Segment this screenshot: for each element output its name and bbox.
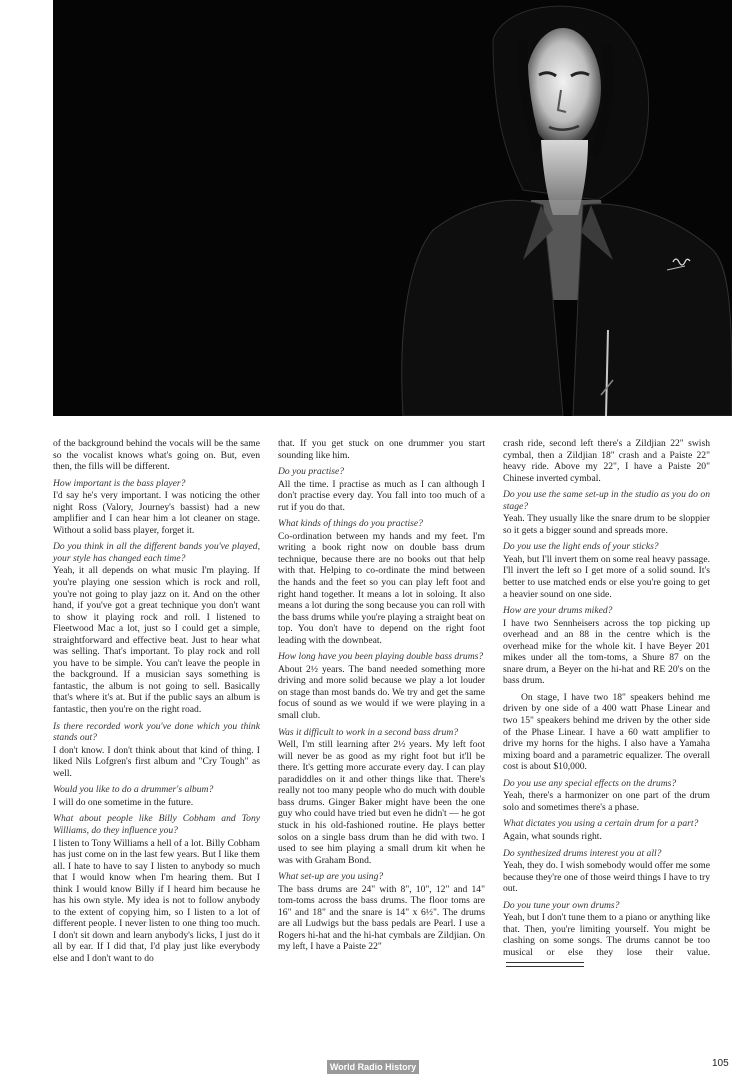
- end-of-article-rule: [506, 962, 584, 967]
- interview-question: What about people like Billy Cobham and Tony Williams, do they influence you?: [53, 813, 260, 836]
- interview-answer: I will do one sometime in the future.: [53, 796, 194, 808]
- interview-question: Do you use any special effects on the drums?: [503, 777, 677, 789]
- article-column-2: [278, 438, 485, 958]
- interview-question: Do synthesized drums interest you at all?: [503, 847, 662, 859]
- interview-question: What set-up are you using?: [278, 871, 384, 883]
- interview-answer: Yeah, but I'll invert them on some real heavy passage. I'll invert the left so I get more of a solid sound. It's better to use matched ends or else you're going to get a heavier sound on one side.: [503, 553, 710, 600]
- interview-answer: of the background behind the vocals will be the same so the vocalist knows what's going on. But, even then, the fills will be different.: [53, 438, 260, 473]
- interview-question: Do you use the same set-up in the studio as you do on stage?: [503, 489, 710, 512]
- interview-answer: I listen to Tony Williams a hell of a lot. Billy Cobham has just come on in the last few years. But I like them all. I hate to have to say I listen to anybody so much that I would know when I'm hearing them. But I think I would know Billy if I heard him because he has his own style. My idea is not to follow anybody to the extent of copying him, so I listen to a lot of different people. I never listen to one thing too much. I don't sit down and learn anybody's licks, I just do it all by ear. If I did that, I'd play just like everybody else and I don't want to do: [53, 837, 260, 964]
- interview-answer: On stage, I have two 18" speakers behind me driven by one side of a 400 watt Phase Linear and two 15" speakers behind me driven by the other side of the Phase Linear. I have a 60 watt amplifier to drive my horns for the highs. I also have a Yamaha mixing board and a parametric equalizer. The overall cost is about $10,000.: [503, 691, 710, 773]
- interview-question: Do you tune your own drums?: [503, 899, 620, 911]
- interview-answer: The bass drums are 24" with 8", 10", 12" and 14" tom-toms across the bass drums. The floor toms are 16" and 18" and the snare is 14" x 6½". The drums are all Ludwigs but the bass pedals are Pearl. I use a Rogers hi-hat and the hi-hat cymbals are Zildjian. On my left, I have a Paiste 22": [278, 883, 485, 953]
- interview-answer: I don't know. I don't think about that kind of thing. I liked Nils Lofgren's first album and "Cry Tough" as well.: [53, 744, 260, 779]
- interview-answer: Yeah. They usually like the snare drum to be sloppier so it gets a bigger sound and spreads more.: [503, 513, 710, 536]
- interview-question: Would you like to do a drummer's album?: [53, 784, 214, 796]
- interview-question: Was it difficult to work in a second bass drum?: [278, 726, 459, 738]
- interview-question: Do you use the light ends of your sticks?: [503, 541, 659, 553]
- interview-question: Is there recorded work you've done which you think stands out?: [53, 720, 260, 744]
- interview-question: Do you practise?: [278, 466, 345, 478]
- article-column-1: [53, 438, 260, 970]
- interview-question: What kinds of things do you practise?: [278, 518, 423, 530]
- interview-answer: I'd say he's very important. I was noticing the other night Ross (Valory, Journey's bassist) had a new amplifier and I can hear him a lot cleaner on stage. Without a solid bass player, forget it.: [53, 490, 260, 536]
- interview-answer: Co-ordination between my hands and my feet. I'm writing a book right now on double bass drum technique, because there are no books out that help with that. Helping to co-ordinate the mind between the hands and the feet so you can play left foot and right hand together. It means a lot in soloing. It also means a lot during the song because you can roll with the bass drums while you're playing a straight beat on top. You don't have to depend on the right foot leading with the downbeat.: [278, 530, 485, 646]
- drummer-photo-graphic: [53, 0, 732, 416]
- page-number: 105: [712, 1058, 729, 1069]
- drummer-photo: [53, 0, 732, 416]
- interview-answer: Yeah, but I don't tune them to a piano or anything like that. Then, you're limiting yourself. You might be clashing on some songs. The drums cannot be too musical or else they lose their value.: [503, 912, 710, 970]
- interview-answer: Yeah, they do. I wish somebody would offer me some because they're one of those weird things I have to try out.: [503, 860, 710, 895]
- interview-answer: Again, what sounds right.: [503, 830, 602, 842]
- interview-answer: About 2½ years. The band needed something more driving and more solid because we play a lot louder on stage than most bands do. We try and get the same focus of sound as we would if we were playing in a small club.: [278, 663, 485, 722]
- article-column-3: [503, 438, 710, 975]
- interview-answer: All the time. I practise as much as I can although I don't practise every day. You fall into too much of a rut if you do that.: [278, 478, 485, 513]
- interview-question: How important is the bass player?: [53, 477, 186, 489]
- interview-answer: Yeah, it all depends on what music I'm playing. If you're playing one session which is rock and roll, you're not going to play jazz on it. And on the other hand, if you've got a great technique you don't want to show it playing rock and roll. I listened to Fleetwood Mac a lot, just so I could get a simple, straightforward and effective beat. Just to hear what was selling. That's important. To play rock and roll you have to be simple. You can't leave the people in the background. If a musician says something is fantastic, the album is not going to sell. Basically that's where it's at. But if the public says an album is fantastic, then you're on the right road.: [53, 565, 260, 716]
- interview-answer: Yeah, there's a harmonizer on one part of the drum solo and sometimes there's a phase.: [503, 790, 710, 813]
- interview-question: What dictates you using a certain drum for a part?: [503, 818, 699, 830]
- interview-answer: that. If you get stuck on one drummer you start sounding like him.: [278, 438, 485, 461]
- interview-question: How are your drums miked?: [503, 605, 613, 617]
- interview-question: How long have you been playing double bass drums?: [278, 651, 484, 663]
- interview-answer: crash ride, second left there's a Zildjian 22" swish cymbal, then a Zildjian 18" crash and a Paiste 22" heavy ride. Above my 22", I have a Paiste 20" Chinese inverted cymbal.: [503, 438, 710, 484]
- interview-answer: I have two Sennheisers across the top picking up overhead and an 88 in the centre which is the overhead mike for the whole kit. I have Beyer 201 mikes under all the tom-toms, a Shure 87 on the snare drum, a Beyer on the hi-hat and RE 20's on the bass drum.: [503, 617, 710, 687]
- interview-question: Do you think in all the different bands you've played, your style has changed each time?: [53, 541, 260, 564]
- watermark-label: World Radio History: [327, 1060, 419, 1074]
- interview-answer: Well, I'm still learning after 2½ years. My left foot will never be as good as my right foot but it'll be there. It's getting more accurate every day. I can play paradiddles on it and other things like that. There's really not too many people who do much with double bass drums. Ginger Baker might have been the one guy who could have tried but even he didn't — he got stuck in his old-fashioned routine. He plays better solos on a single bass drum than he did with two. I used to see him playing a small drum kit when he was with Graham Bond.: [278, 739, 485, 866]
